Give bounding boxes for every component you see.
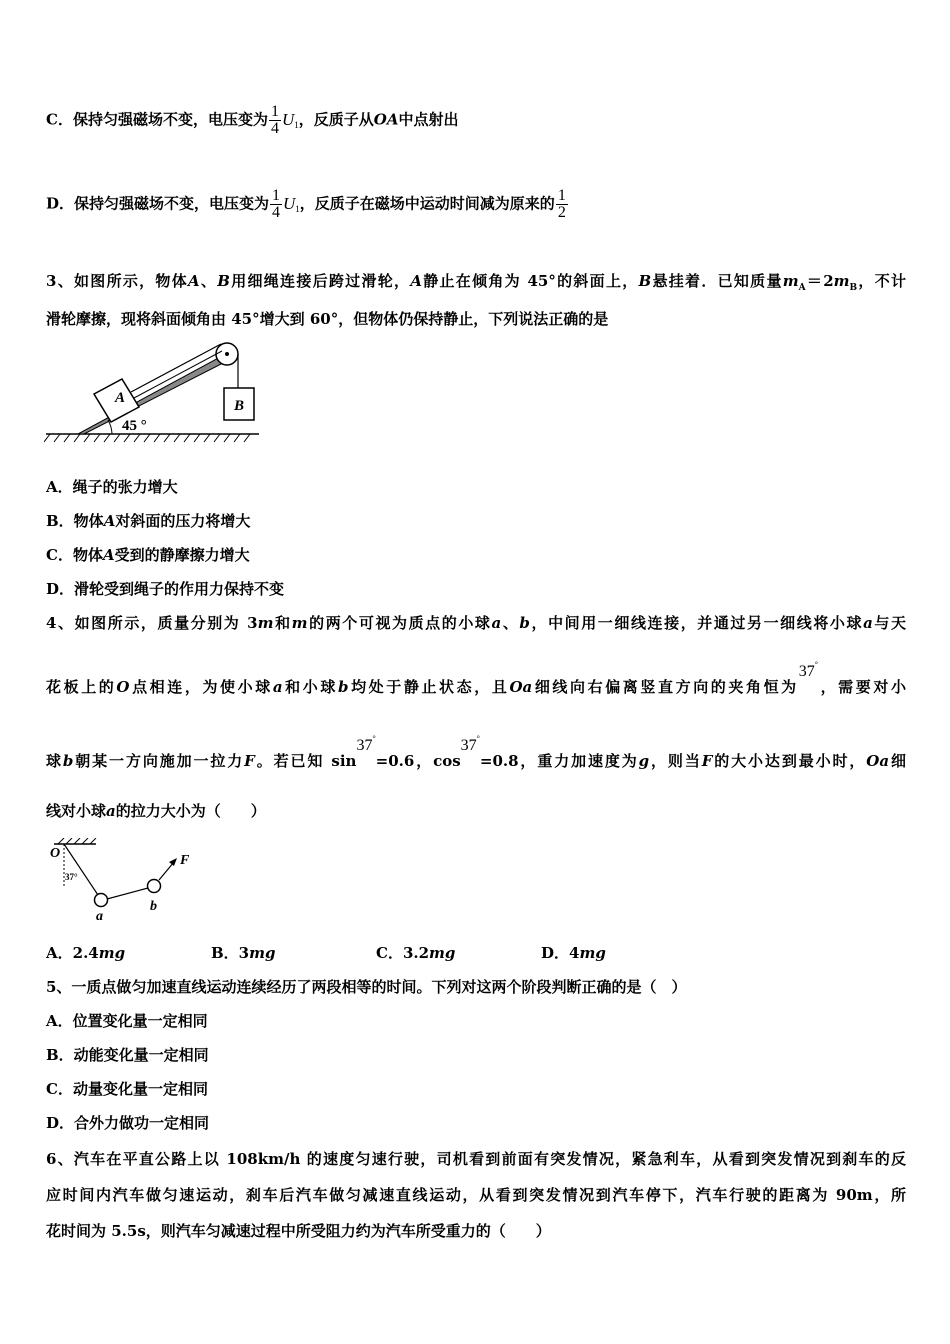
- q4-stem-line3: 球b朝某一方向施加一拉力F。若已知 sin37°=0.6，cos37°=0.8，重力加速度为g，则当F的大小达到最小时，Oa细: [46, 734, 906, 770]
- q6-stem-line3: 花时间为 5.5s，则汽车匀减速过程中所受阻力约为汽车所受重力的（ ）: [46, 1222, 551, 1240]
- angle-label: 37°: [65, 872, 78, 882]
- fraction: $\frac{1}{4}$: [272, 187, 281, 221]
- angle-label: 45 °: [122, 418, 147, 434]
- angle-37: 37°: [356, 734, 376, 754]
- block-b-label: B: [233, 398, 245, 414]
- ball-b-label: b: [150, 899, 157, 914]
- q3-stem-line2: 滑轮摩擦，现将斜面倾角由 45°增大到 60°，但物体仍保持静止，下列说法正确的是: [46, 310, 609, 328]
- force-f-label: F: [180, 853, 190, 868]
- q5-option-c: C．动量变化量一定相同: [46, 1080, 208, 1098]
- q4-stem-line2: 花板上的O点相连，为使小球a和小球b均处于静止状态，且Oa细线向右偏离竖直方向的夹角恒为37°，需要对小: [46, 660, 906, 696]
- fraction: $\frac{1}{4}$: [270, 103, 279, 137]
- block-a-label: A: [114, 390, 126, 406]
- ball-a-label: a: [96, 909, 103, 924]
- q3-option-a: A．绳子的张力增大: [46, 478, 178, 496]
- q4-option-a: A．2.4mg: [46, 944, 126, 962]
- fraction: $\frac{1}{2}$: [557, 187, 566, 221]
- q4-option-d: D．4mg: [541, 944, 606, 962]
- angle-37: 37°: [460, 734, 480, 754]
- q3-option-b: B．物体A对斜面的压力将增大: [46, 512, 251, 530]
- q3-option-c: C．物体A受到的静摩擦力增大: [46, 546, 250, 564]
- q4-stem-line1: 4、如图所示，质量分别为 3m和m的两个可视为质点的小球a、b，中间用一细线连接，并通过另一细线将小球a与天: [46, 614, 906, 632]
- q2-option-d: D．保持匀强磁场不变，电压变为 $\frac{1}{4}$ $U_1$，反质子在磁场中运动时间减为原来的 $\frac{1}{2}$: [46, 187, 566, 221]
- q2-option-c: C．保持匀强磁场不变，电压变为 $\frac{1}{4}$ $U_1$，反质子从OA中点射出: [46, 103, 459, 137]
- q5-stem: 5、一质点做匀加速直线运动连续经历了两段相等的时间。下列对这两个阶段判断正确的是（ ）: [46, 978, 687, 996]
- math-variable: $U_1$: [281, 109, 299, 130]
- q3-stem-line1: 3、如图所示，物体A、B用细绳连接后跨过滑轮，A静止在倾角为 45°的斜面上，B悬挂着．已知质量$m_A=2m_B$，不计: [46, 272, 906, 293]
- q4-option-c: C．3.2mg: [376, 944, 456, 962]
- q4-stem-line4: 线对小球a的拉力大小为（ ）: [46, 802, 266, 820]
- two-balls-figure: [44, 838, 204, 924]
- q5-option-d: D．合外力做功一定相同: [46, 1114, 210, 1132]
- point-o-label: O: [50, 846, 61, 861]
- q3-option-d: D．滑轮受到绳子的作用力保持不变: [46, 580, 285, 598]
- q5-option-a: A．位置变化量一定相同: [46, 1012, 208, 1030]
- q6-stem-line2: 应时间内汽车做匀速运动，刹车后汽车做匀减速直线运动，从看到突发情况到汽车停下，汽车行驶的距离为 90m，所: [46, 1186, 906, 1204]
- q5-option-b: B．动能变化量一定相同: [46, 1046, 209, 1064]
- q4-option-b: B．3mg: [211, 944, 276, 962]
- incline-pulley-figure: [44, 338, 264, 448]
- angle-37: 37°: [798, 660, 818, 680]
- math-variable: $U_1$: [283, 193, 300, 214]
- q6-stem-line1: 6、汽车在平直公路上以 108km/h 的速度匀速行驶，司机看到前面有突发情况，紧急利车，从看到突发情况到刹车的反: [46, 1150, 906, 1168]
